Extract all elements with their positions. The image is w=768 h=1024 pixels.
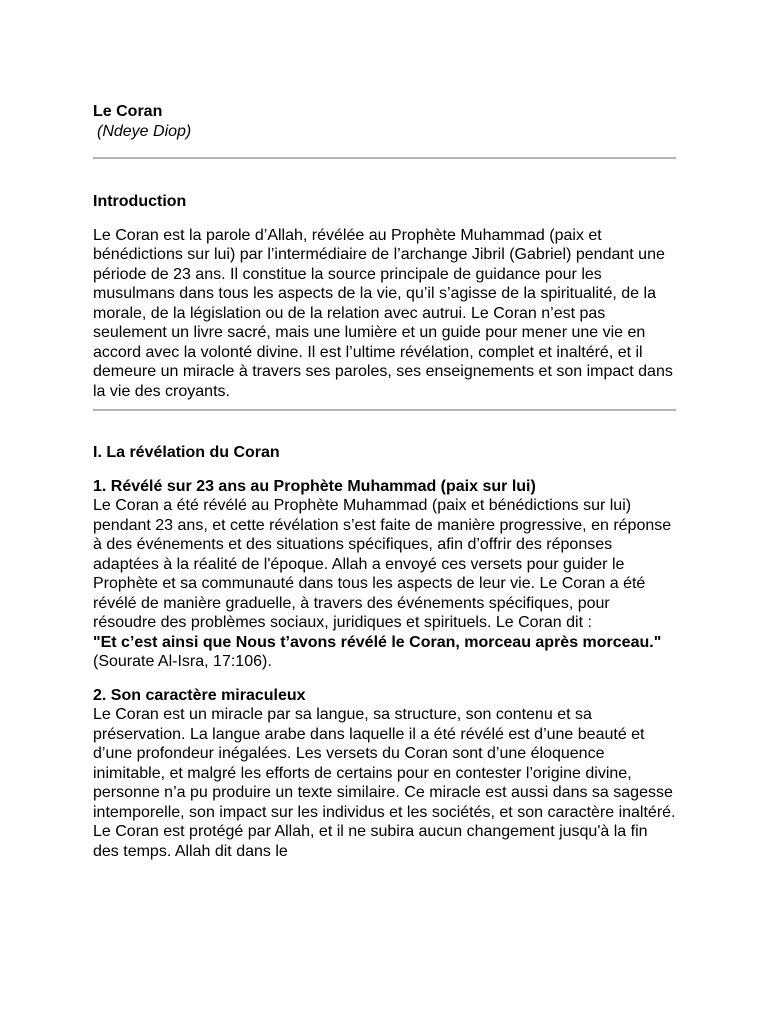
section1-heading: I. La révélation du Coran	[93, 444, 280, 461]
divider	[93, 409, 676, 411]
subsection2-heading: 2. Son caractère miraculeux	[93, 686, 306, 704]
subsection1-heading: 1. Révélé sur 23 ans au Prophète Muhammad (paix sur lui)	[93, 477, 536, 495]
quote-reference: (Sourate Al-Isra, 17:106).	[93, 653, 272, 670]
document-author: (Ndeye Diop)	[97, 122, 192, 140]
quran-quote: "Et c’est ainsi que Nous t’avons révélé le Coran, morceau après morceau."	[93, 633, 662, 651]
document-title: Le Coran	[93, 103, 163, 120]
document-page	[93, 102, 676, 861]
subsection1-body: Le Coran a été révélé au Prophète Muhammad (paix et bénédictions sur lui) pendant 23 ans, et cette révélation s’est faite de manière progressive, en réponse à des événements et des situations spécifiques, afin d’offrir des réponses adaptées à la réalité de l'époque. Allah a envoyé ces versets pour guider le Prophète et sa communauté dans tous les aspects de leur vie. Le Coran a été révélé de manière graduelle, à travers des événements spécifiques, pour résoudre des problèmes sociaux, juridiques et spirituels. Le Coran dit :	[93, 497, 672, 631]
introduction-heading: Introduction	[93, 193, 187, 210]
subsection2-body: Le Coran est un miracle par sa langue, sa structure, son contenu et sa préservation. La langue arabe dans laquelle il a été révélé est d’une beauté et d’une profondeur inégalées. Les versets du Coran sont d’une éloquence inimitable, et malgré les efforts de certains pour en contester l’origine divine, personne n’a pu produire un texte similaire. Ce miracle est aussi dans sa sagesse intemporelle, son impact sur les individus et les sociétés, et son caractère inaltéré. Le Coran est protégé par Allah, et il ne subira aucun changement jusqu'à la fin des temps. Allah dit dans le	[93, 706, 676, 860]
divider	[93, 157, 676, 159]
introduction-body: Le Coran est la parole d’Allah, révélée au Prophète Muhammad (paix et bénédictions sur lui) par l’intermédiaire de l’archange Jibril (Gabriel) pendant une période de 23 ans. Il constitue la source principale de guidance pour les musulmans dans tous les aspects de la vie, qu’il s’agisse de la spiritualité, de la morale, de la législation ou de la relation avec autrui. Le Coran n’est pas seulement un livre sacré, mais une lumière et un guide pour mener une vie en accord avec la volonté divine. Il est l’ultime révélation, complet et inaltéré, et il demeure un miracle à travers ses paroles, ses enseignements et son impact dans la vie des croyants.	[93, 226, 673, 400]
